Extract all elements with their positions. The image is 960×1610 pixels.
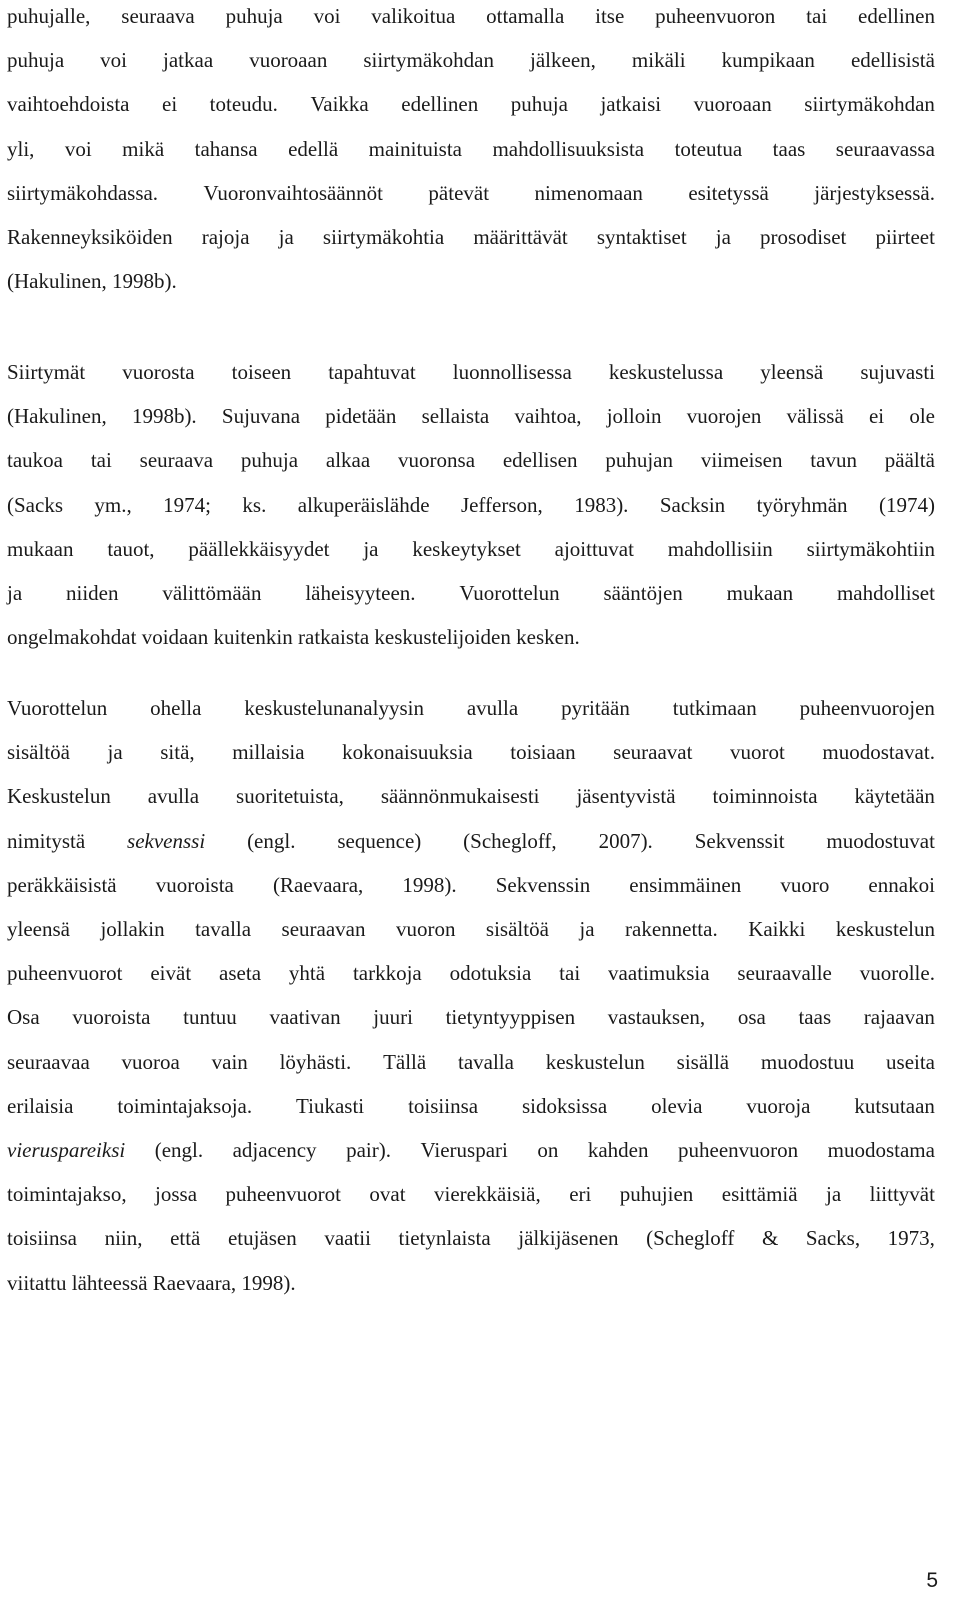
word: puheenvuoron xyxy=(678,1138,799,1162)
word: 1974; xyxy=(163,492,211,517)
word: vuoroaan xyxy=(249,48,328,73)
word: puheenvuoron xyxy=(655,4,776,28)
text-line xyxy=(7,266,935,296)
word: toisiinsa xyxy=(7,1226,78,1251)
word: vuorot xyxy=(730,740,785,765)
word: jäsentyvistä xyxy=(576,784,676,809)
word: sisällä xyxy=(676,1049,730,1074)
word: ja xyxy=(826,1182,842,1207)
word: seuraavan xyxy=(281,917,366,941)
word: pyritään xyxy=(561,696,630,720)
word: mukaan xyxy=(726,581,794,605)
word: edellä xyxy=(288,136,339,161)
text-line xyxy=(7,401,935,431)
word: Vuorottelun xyxy=(7,696,108,720)
word: siirtymäkohdan xyxy=(363,48,494,73)
word: seuraavat xyxy=(613,740,693,765)
text-line xyxy=(7,622,935,652)
word: piirteet xyxy=(875,225,935,249)
word: nimenomaan xyxy=(534,180,643,205)
word: vaihtoehdoista xyxy=(7,92,130,117)
page-number: 5 xyxy=(926,1569,938,1592)
word: vuoroaan xyxy=(693,92,772,117)
word: jolloin xyxy=(606,404,662,429)
word: vaativan xyxy=(269,1005,341,1030)
word: juuri xyxy=(373,1005,413,1030)
word: ym., xyxy=(94,492,132,517)
word: voi xyxy=(64,136,92,161)
word: seuraava xyxy=(139,448,214,473)
word: muodostuvat xyxy=(826,828,935,853)
text-line xyxy=(7,1047,935,1077)
word: käytetään xyxy=(854,784,935,809)
word: työryhmän xyxy=(756,492,848,517)
word: pidetään xyxy=(325,404,397,429)
word: on xyxy=(537,1138,559,1162)
word: ei xyxy=(162,92,178,117)
text-line xyxy=(7,134,935,164)
word: edellisistä xyxy=(850,48,935,73)
word: ensimmäinen xyxy=(629,872,742,897)
word: jatkaisi xyxy=(600,92,662,117)
word: kumpikaan xyxy=(721,48,815,73)
word: osa xyxy=(737,1005,766,1030)
text-line xyxy=(7,445,935,475)
word: etujäsen xyxy=(227,1226,297,1251)
word: siirtymäkohtiin xyxy=(806,536,935,561)
text-line xyxy=(7,1002,935,1032)
word: 1998b). xyxy=(131,404,197,429)
word: esitetyssä xyxy=(688,180,769,205)
text-line xyxy=(7,1091,935,1121)
word: sisältöä xyxy=(485,917,549,941)
word: keskustelussa xyxy=(608,360,724,384)
word: vuoronsa xyxy=(398,448,476,473)
word: (engl. xyxy=(247,828,296,853)
word: mikä xyxy=(122,136,165,161)
word: sidoksissa xyxy=(522,1093,608,1118)
word: Vaikka xyxy=(310,92,369,117)
text-line xyxy=(7,578,935,608)
word: ennakoi xyxy=(868,872,935,897)
word: sujuvasti xyxy=(860,360,935,384)
text-line xyxy=(7,1268,935,1298)
text-line xyxy=(7,222,935,252)
word: valikoitua xyxy=(371,4,456,28)
word: ajoittuvat xyxy=(554,536,634,561)
text-line xyxy=(7,45,935,75)
word: sellaista xyxy=(421,404,490,429)
word: viimeisen xyxy=(700,448,783,473)
word: (1974) xyxy=(878,492,935,517)
word: esittämiä xyxy=(721,1182,798,1207)
word: toisiinsa xyxy=(408,1093,479,1118)
word: keskustelun xyxy=(545,1049,645,1074)
word: liittyvät xyxy=(869,1182,935,1207)
word: tarkkoja xyxy=(352,961,422,986)
word: keskeytykset xyxy=(412,536,521,561)
word: vuoroista xyxy=(72,1005,151,1030)
word: 1973, xyxy=(887,1226,935,1251)
text-line xyxy=(7,737,935,767)
word: toiseen xyxy=(231,360,292,384)
text-line xyxy=(7,914,935,944)
word: mahdollisuuksista xyxy=(492,136,645,161)
word: toteudu. xyxy=(209,92,278,117)
word: Sekvenssin xyxy=(495,872,591,897)
word: tai xyxy=(90,448,112,473)
word: läheisyyteen. xyxy=(305,581,416,605)
word: ja xyxy=(278,225,294,249)
word: Osa xyxy=(7,1005,40,1030)
word: yleensä xyxy=(760,360,824,384)
word: edellinen xyxy=(858,4,935,28)
word: päällekkäisyydet xyxy=(188,536,330,561)
text-line xyxy=(7,1,935,31)
word: sääntöjen xyxy=(603,581,683,605)
word: taukoa xyxy=(7,448,63,473)
word: tuntuu xyxy=(183,1005,237,1030)
word: avulla xyxy=(147,784,200,809)
word: puhujan xyxy=(605,448,673,473)
word: olevia xyxy=(651,1093,703,1118)
word: tavalla xyxy=(457,1049,514,1074)
word: löyhästi. xyxy=(279,1049,352,1074)
text-segment: viitattu lähteessä Raevaara, 1998). xyxy=(7,1270,296,1295)
word: yhtä xyxy=(288,961,326,986)
word: vuorosta xyxy=(122,360,195,384)
word: ovat xyxy=(369,1182,406,1207)
word: ja xyxy=(363,536,379,561)
word: ja xyxy=(579,917,595,941)
word: rajaavan xyxy=(863,1005,935,1030)
word: vuoron xyxy=(395,917,456,941)
word: tietynlaista xyxy=(398,1226,491,1251)
word: Kaikki xyxy=(748,917,806,941)
word: pair). xyxy=(346,1138,391,1162)
word: vuoroista xyxy=(155,872,234,897)
word: jollakin xyxy=(100,917,165,941)
text-line xyxy=(7,826,935,856)
word: millaisia xyxy=(232,740,305,765)
word: keskustelunanalyysin xyxy=(244,696,424,720)
word: järjestyksessä. xyxy=(814,180,935,205)
word: 1983). xyxy=(574,492,629,517)
word: voi xyxy=(100,48,128,73)
italic-term: sekvenssi xyxy=(127,828,206,853)
word: (Schegloff xyxy=(646,1226,735,1251)
word: aseta xyxy=(219,961,262,986)
word: toimintajakso, xyxy=(7,1182,127,1207)
word: määrittävät xyxy=(473,225,568,249)
text-line xyxy=(7,490,935,520)
word: taas xyxy=(798,1005,832,1030)
text-line xyxy=(7,870,935,900)
word: ottamalla xyxy=(486,4,565,28)
word: Jefferson, xyxy=(460,492,543,517)
word: (Hakulinen, xyxy=(7,404,107,429)
word: toisiaan xyxy=(510,740,576,765)
word: puhuja xyxy=(240,448,299,473)
word: puheenvuorot xyxy=(7,961,123,986)
word: Vieruspari xyxy=(420,1138,508,1162)
word: Sekvenssit xyxy=(694,828,785,853)
word: odotuksia xyxy=(449,961,532,986)
word: adjacency xyxy=(232,1138,317,1162)
word: puhuja xyxy=(510,92,568,117)
word: vuoro xyxy=(780,872,830,897)
word: muodostuu xyxy=(760,1049,855,1074)
word: alkaa xyxy=(325,448,371,473)
word: tutkimaan xyxy=(672,696,757,720)
word: tapahtuvat xyxy=(328,360,416,384)
word: puhujalle, xyxy=(7,4,91,28)
text-line xyxy=(7,958,935,988)
word: vaihtoa, xyxy=(514,404,582,429)
text-line xyxy=(7,1223,935,1253)
word: Siirtymät xyxy=(7,360,86,384)
word: mainituista xyxy=(368,136,462,161)
word: sisältöä xyxy=(7,740,70,765)
word: vastauksen, xyxy=(607,1005,706,1030)
word: luonnollisessa xyxy=(452,360,572,384)
word: Tällä xyxy=(383,1049,427,1074)
word: seuraava xyxy=(121,4,195,28)
word: puhujien xyxy=(619,1182,694,1207)
word: eivät xyxy=(150,961,192,986)
word: päältä xyxy=(884,448,935,473)
text-line xyxy=(7,534,935,564)
word: taas xyxy=(772,136,806,161)
word: ja xyxy=(715,225,731,249)
word: ole xyxy=(909,404,935,429)
word: (engl. xyxy=(154,1138,204,1162)
word: puheenvuorojen xyxy=(799,696,935,720)
word: Vuorottelun xyxy=(459,581,560,605)
word: Keskustelun xyxy=(7,784,111,809)
word: toiminnoista xyxy=(712,784,818,809)
word: (Sacks xyxy=(7,492,63,517)
word: muodostama xyxy=(827,1138,935,1162)
word: vuorojen xyxy=(686,404,762,429)
word: että xyxy=(170,1226,201,1251)
word: & xyxy=(761,1226,779,1251)
word: mikäli xyxy=(631,48,686,73)
word: Sacks, xyxy=(805,1226,861,1251)
word: niin, xyxy=(104,1226,143,1251)
word: pätevät xyxy=(428,180,490,205)
word: toimintajaksoja. xyxy=(117,1093,253,1118)
word: vuorolle. xyxy=(859,961,935,986)
word: seuraavalle xyxy=(737,961,832,986)
word: alkuperäislähde xyxy=(297,492,430,517)
word: siirtymäkohdassa. xyxy=(7,180,159,205)
word: ja xyxy=(107,740,123,765)
word: seuraavassa xyxy=(835,136,935,161)
word: mukaan xyxy=(7,536,74,561)
word: ks. xyxy=(242,492,267,517)
word: itse xyxy=(595,4,625,28)
word: vierekkäisiä, xyxy=(434,1182,541,1207)
word: 2007). xyxy=(598,828,653,853)
word: toteutua xyxy=(674,136,743,161)
word: avulla xyxy=(466,696,519,720)
word: nimitystä xyxy=(7,828,86,853)
word: Rakenneyksiköiden xyxy=(7,225,173,249)
word: (Schegloff, xyxy=(463,828,557,853)
word: vuoroa xyxy=(121,1049,180,1074)
word: keskustelun xyxy=(835,917,935,941)
word: voi xyxy=(313,4,341,28)
word: siirtymäkohtia xyxy=(322,225,445,249)
word: tai xyxy=(559,961,581,986)
word: peräkkäisistä xyxy=(7,872,117,897)
word: vaatimuksia xyxy=(608,961,710,986)
word: tavun xyxy=(810,448,857,473)
word: säännönmukaisesti xyxy=(380,784,540,809)
word: tai xyxy=(806,4,828,28)
word: jälkeen, xyxy=(530,48,596,73)
word: ei xyxy=(868,404,885,429)
word: rakennetta. xyxy=(625,917,718,941)
word: vuoroja xyxy=(746,1093,811,1118)
text-segment: (Hakulinen, 1998b). xyxy=(7,269,177,294)
word: siirtymäkohdan xyxy=(804,92,935,117)
word: välissä xyxy=(786,404,844,429)
word: sitä, xyxy=(160,740,195,765)
word: kahden xyxy=(587,1138,649,1162)
word: puheenvuorot xyxy=(225,1182,341,1207)
word: niiden xyxy=(66,581,119,605)
word: edellinen xyxy=(401,92,479,117)
word: puhuja xyxy=(7,48,65,73)
word: prosodiset xyxy=(760,225,847,249)
word: useita xyxy=(886,1049,935,1074)
word: Sujuvana xyxy=(221,404,301,429)
word: ohella xyxy=(150,696,202,720)
word: sequence) xyxy=(337,828,422,853)
word: puhuja xyxy=(225,4,283,28)
word: mahdollisiin xyxy=(667,536,773,561)
word: jossa xyxy=(155,1182,198,1207)
word: kutsutaan xyxy=(854,1093,935,1118)
text-line xyxy=(7,1135,935,1165)
text-line xyxy=(7,693,935,723)
word: tahansa xyxy=(194,136,258,161)
word: eri xyxy=(569,1182,592,1207)
word: vaatii xyxy=(324,1226,371,1251)
word: erilaisia xyxy=(7,1093,74,1118)
text-line xyxy=(7,1179,935,1209)
word: välittömään xyxy=(162,581,262,605)
word: suoritetuista, xyxy=(236,784,344,809)
word: Sacksin xyxy=(659,492,726,517)
text-line xyxy=(7,89,935,119)
text-line xyxy=(7,781,935,811)
word: Vuoronvaihtosäännöt xyxy=(203,180,384,205)
word: tietyntyyppisen xyxy=(445,1005,576,1030)
word: (Raevaara, xyxy=(272,872,364,897)
word: vain xyxy=(211,1049,248,1074)
word: yleensä xyxy=(7,917,70,941)
word: jatkaa xyxy=(163,48,214,73)
italic-term: vieruspareiksi xyxy=(7,1138,126,1162)
word: syntaktiset xyxy=(596,225,687,249)
text-line xyxy=(7,357,935,387)
word: yli, xyxy=(7,136,35,161)
text-segment: ongelmakohdat voidaan kuitenkin ratkaista keskustelijoiden kesken. xyxy=(7,625,580,650)
word: tauot, xyxy=(107,536,155,561)
word: 1998). xyxy=(402,872,457,897)
word: muodostavat. xyxy=(822,740,935,765)
word: mahdolliset xyxy=(836,581,935,605)
word: jälkijäsenen xyxy=(518,1226,619,1251)
word: seuraavaa xyxy=(7,1049,90,1074)
word: tavalla xyxy=(195,917,252,941)
word: edellisen xyxy=(502,448,578,473)
word: kokonaisuuksia xyxy=(342,740,473,765)
word: rajoja xyxy=(201,225,250,249)
text-line xyxy=(7,178,935,208)
word: ja xyxy=(7,581,23,605)
word: Tiukasti xyxy=(296,1093,365,1118)
